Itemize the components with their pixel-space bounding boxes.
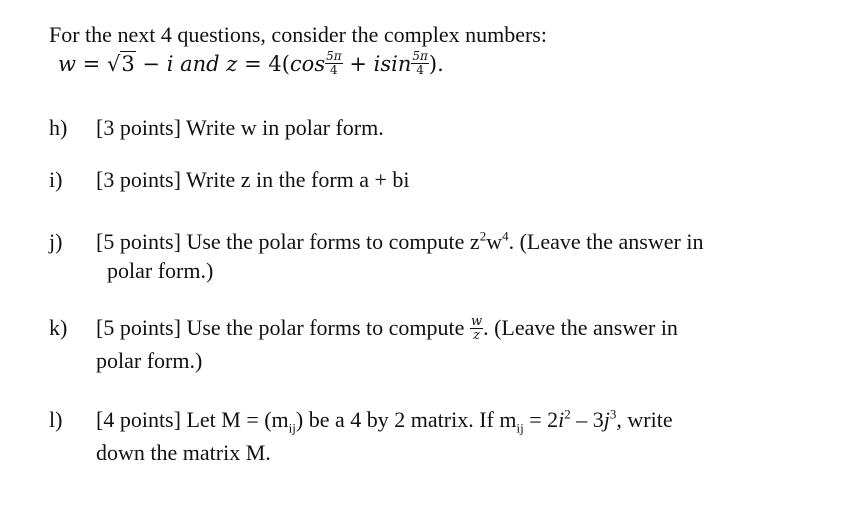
question-l-text-c: = 2 [523, 407, 559, 432]
question-l-text-d: – 3 [570, 407, 604, 432]
cos-word: cos [289, 52, 326, 76]
fraction-numerator-2: 5π [412, 49, 428, 63]
equals-sign: = [82, 52, 101, 76]
minus-i-term: − i [142, 52, 174, 76]
question-i-text: [3 points] Write z in the form a + bi [96, 167, 410, 192]
question-i-label: i) [49, 167, 63, 192]
z-coefficient: 4( [268, 52, 290, 76]
question-j-text-b: w [486, 229, 503, 254]
question-j-line2: polar form.) [107, 258, 214, 283]
fraction-w-over-z [470, 315, 483, 342]
i-exponent: 2 [564, 406, 571, 422]
fraction-5pi-over-4 [325, 50, 343, 77]
question-l-text [96, 406, 673, 436]
z-exponent: 2 [479, 228, 487, 244]
m-subscript-1: ij [288, 420, 296, 436]
sqrt-radicand: 3 [121, 52, 135, 76]
question-l-label: l) [49, 407, 63, 432]
equals-sign-2: = [244, 52, 262, 76]
fraction-denominator: 4 [330, 63, 338, 77]
complex-numbers-definition [58, 49, 444, 79]
z-variable: z [226, 52, 238, 76]
fraction-z: z [473, 328, 480, 344]
and-word: and [180, 52, 220, 76]
intro-heading: For the next 4 questions, consider the complex numbers: [49, 22, 547, 47]
question-l-text-a: [4 points] Let M = (m [96, 407, 289, 432]
question-j-text [96, 229, 703, 255]
j-exponent: 3 [609, 406, 617, 422]
plus-i-term: + i [349, 52, 381, 76]
sin-word: sin [380, 52, 412, 76]
j-variable: j [603, 407, 610, 432]
question-j-label: j) [49, 229, 63, 254]
question-l-line2: down the matrix M. [96, 440, 271, 465]
question-j-text-c: . (Leave the answer in [508, 229, 704, 254]
i-variable: i [558, 407, 565, 432]
fraction-denominator-2: 4 [416, 63, 424, 77]
question-h-label: h) [49, 115, 68, 140]
question-k-line2: polar form.) [96, 348, 203, 373]
question-j-text-a: [5 points] Use the polar forms to compute z [96, 229, 480, 254]
m-subscript-2: ij [516, 420, 524, 436]
question-k-text-a: [5 points] Use the polar forms to compute [96, 315, 465, 340]
w-variable: w [58, 52, 76, 76]
question-k-text [96, 315, 678, 343]
w-exponent: 4 [502, 228, 509, 244]
question-k-text-c: . (Leave the answer in [483, 315, 678, 340]
question-l-text-b: ) be a 4 by 2 matrix. If m [295, 407, 517, 432]
fraction-5pi-over-4-second [411, 50, 429, 77]
sqrt-expression: √3 [106, 52, 135, 76]
question-h-text: [3 points] Write w in polar form. [96, 115, 384, 140]
fraction-w: w [470, 314, 483, 330]
closing-paren: ). [428, 52, 444, 76]
question-k-label: k) [49, 315, 68, 340]
question-l-text-e: , write [616, 407, 673, 432]
fraction-numerator: 5π [326, 49, 342, 63]
